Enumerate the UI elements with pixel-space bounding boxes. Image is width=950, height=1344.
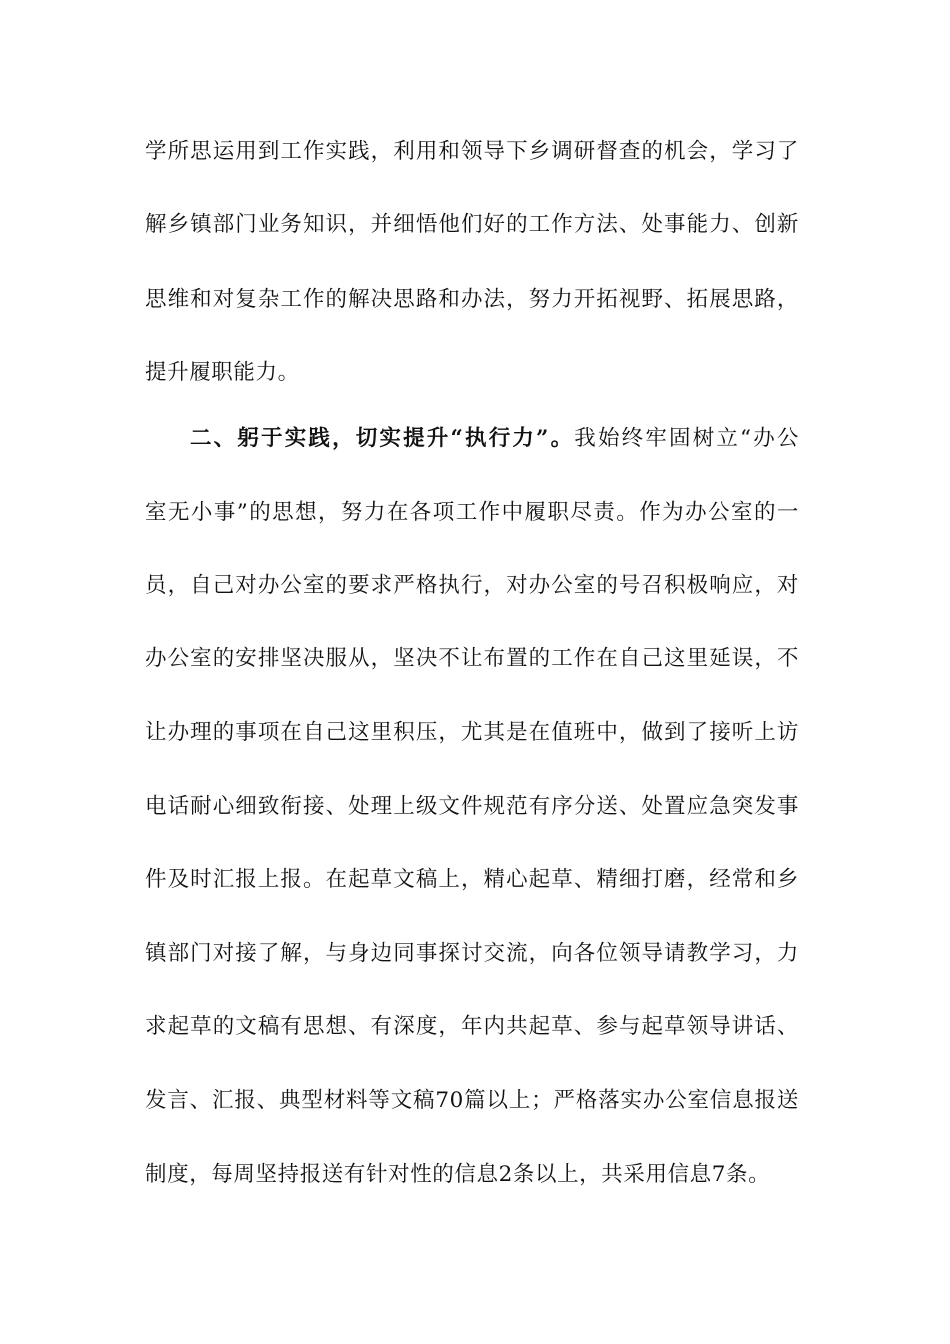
- paragraph-line: 解乡镇部门业务知识，并细悟他们好的工作方法、处事能力、创新: [145, 212, 799, 237]
- heading-line-rest: 我始终牢固树立“办公: [574, 426, 800, 451]
- paragraph-line: 员，自己对办公室的要求严格执行，对办公室的号召积极响应，对: [145, 573, 799, 598]
- section-heading-line: [190, 419, 799, 459]
- paragraph-line: 让办理的事项在自己这里积压，尤其是在值班中，做到了接听上访: [145, 720, 799, 745]
- paragraph-line: 提升履职能力。: [145, 360, 300, 385]
- section-heading: 二、躬于实践，切实提升“执行力”。: [190, 426, 575, 451]
- paragraph-line: 件及时汇报上报。在起草文稿上，精心起草、精细打磨，经常和乡: [145, 867, 799, 892]
- paragraph-line: 镇部门对接了解，与身边同事探讨交流，向各位领导请教学习，力: [145, 941, 799, 966]
- paragraph-line: 发言、汇报、典型材料等文稿70篇以上；严格落实办公室信息报送: [145, 1088, 799, 1113]
- paragraph-line: 室无小事”的思想，努力在各项工作中履职尽责。作为办公室的一: [145, 500, 799, 525]
- paragraph-line: 思维和对复杂工作的解决思路和办法，努力开拓视野、拓展思路，: [145, 287, 799, 312]
- paragraph-line: 电话耐心细致衔接、处理上级文件规范有序分送、处置应急突发事: [145, 794, 799, 819]
- paragraph-line: 制度，每周坚持报送有针对性的信息2条以上，共采用信息7条。: [145, 1162, 771, 1187]
- paragraph-line: 办公室的安排坚决服从，坚决不让布置的工作在自己这里延误，不: [145, 646, 799, 671]
- paragraph-line: 学所思运用到工作实践，利用和领导下乡调研督查的机会，学习了: [145, 139, 799, 164]
- paragraph-line: 求起草的文稿有思想、有深度，年内共起草、参与起草领导讲话、: [145, 1014, 799, 1039]
